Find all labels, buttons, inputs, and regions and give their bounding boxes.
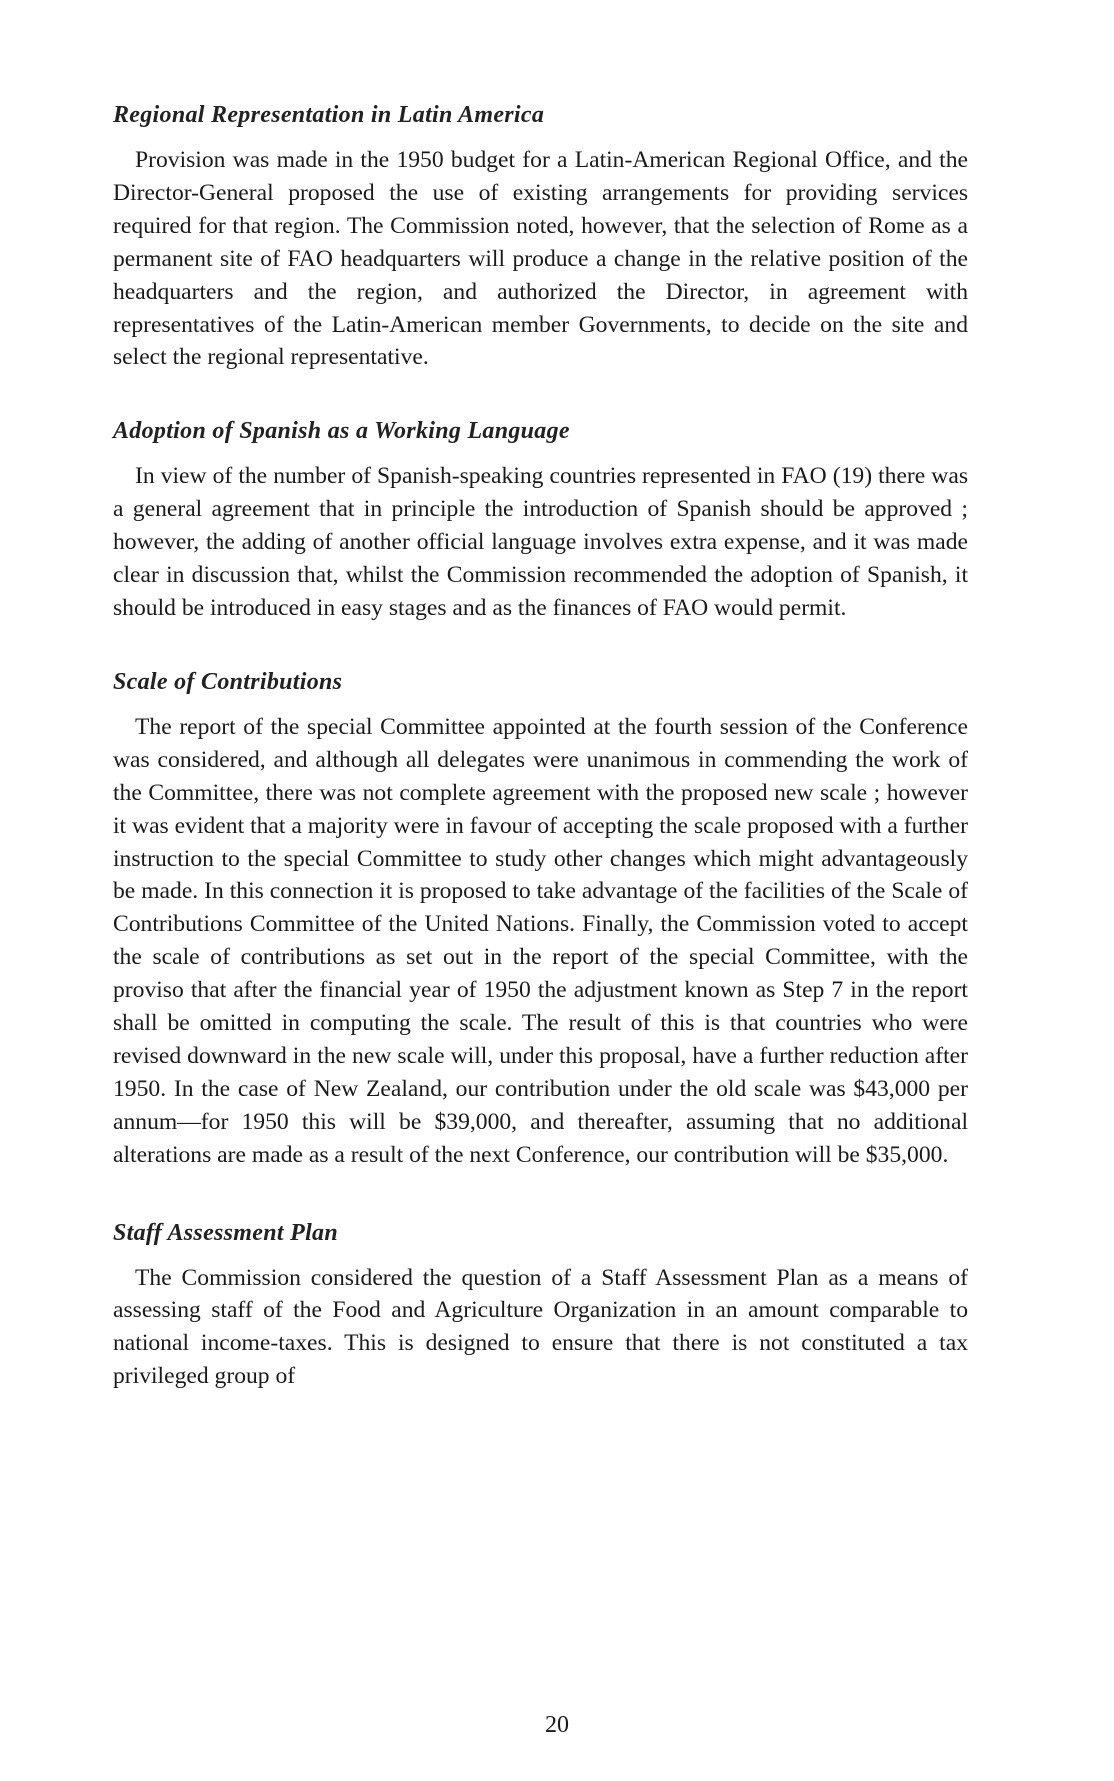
section-paragraph: Provision was made in the 1950 budget for a Latin-American Regional Office, and the Director-General proposed the use of existing arrangements for providing services required for that region. The Commission noted, however, that the selection of Rome as a permanent site of FAO headquarters will produce a change in the relative position of the headquarters and the region, and authorized the Director, in agreement with representatives of the Latin-American member Governments, to decide on the site and select the regional representative. <box>113 147 968 371</box>
section-heading: Adoption of Spanish as a Working Language <box>113 418 570 445</box>
section-regional-representation <box>113 100 968 374</box>
section-heading: Staff Assessment Plan <box>113 1219 339 1246</box>
page-number: 20 <box>545 1712 569 1738</box>
document-page <box>113 100 968 1393</box>
section-paragraph: The report of the special Committee appointed at the fourth session of the Conference was considered, and although all delegates were unanimous in commending the work of the Committee, there was not complete agreement with the proposed new scale ; however it was evident that a majority were in favour of accepting the scale proposed with a further instruction to the special Committee to study other changes which might advantageously be made. In this connection it is proposed to take advantage of the facilities of the Scale of Contributions Committee of the United Nations. Finally, the Commission voted to accept the scale of contributions as set out in the report of the special Committee, with the proviso that after the financial year of 1950 the adjustment known as Step 7 in the report shall be omitted in computing the scale. The result of this is that countries who were revised downward in the new scale will, under this proposal, have a further reduction after 1950. In the case of New Zealand, our contribution under the old scale was $43,000 per annum—for 1950 this will be $39,000, and thereafter, assuming that no additional alterations are made as a result of the next Conference, our contribution will be $35,000. <box>113 713 968 1168</box>
section-heading: Scale of Contributions <box>113 668 343 695</box>
section-heading: Regional Representation in Latin America <box>113 102 545 128</box>
section-adoption-of-spanish <box>113 416 968 625</box>
section-paragraph: The Commission considered the question of a Staff Assessment Plan as a means of assessing staff of the Food and Agriculture Organization in an amount comparable to national income-taxes. This is designed to ensure that there is not constituted a tax privileged group of <box>113 1264 968 1390</box>
section-staff-assessment-plan <box>113 1218 968 1394</box>
section-scale-of-contributions <box>113 667 968 1172</box>
section-paragraph: In view of the number of Spanish-speaking countries represented in FAO (19) there was a general agreement that in principle the introduction of Spanish should be approved ; however, the adding of another official language involves extra expense, and it was made clear in discussion that, whilst the Commission recommended the adoption of Spanish, it should be introduced in easy stages and as the finances of FAO would permit. <box>113 463 968 621</box>
